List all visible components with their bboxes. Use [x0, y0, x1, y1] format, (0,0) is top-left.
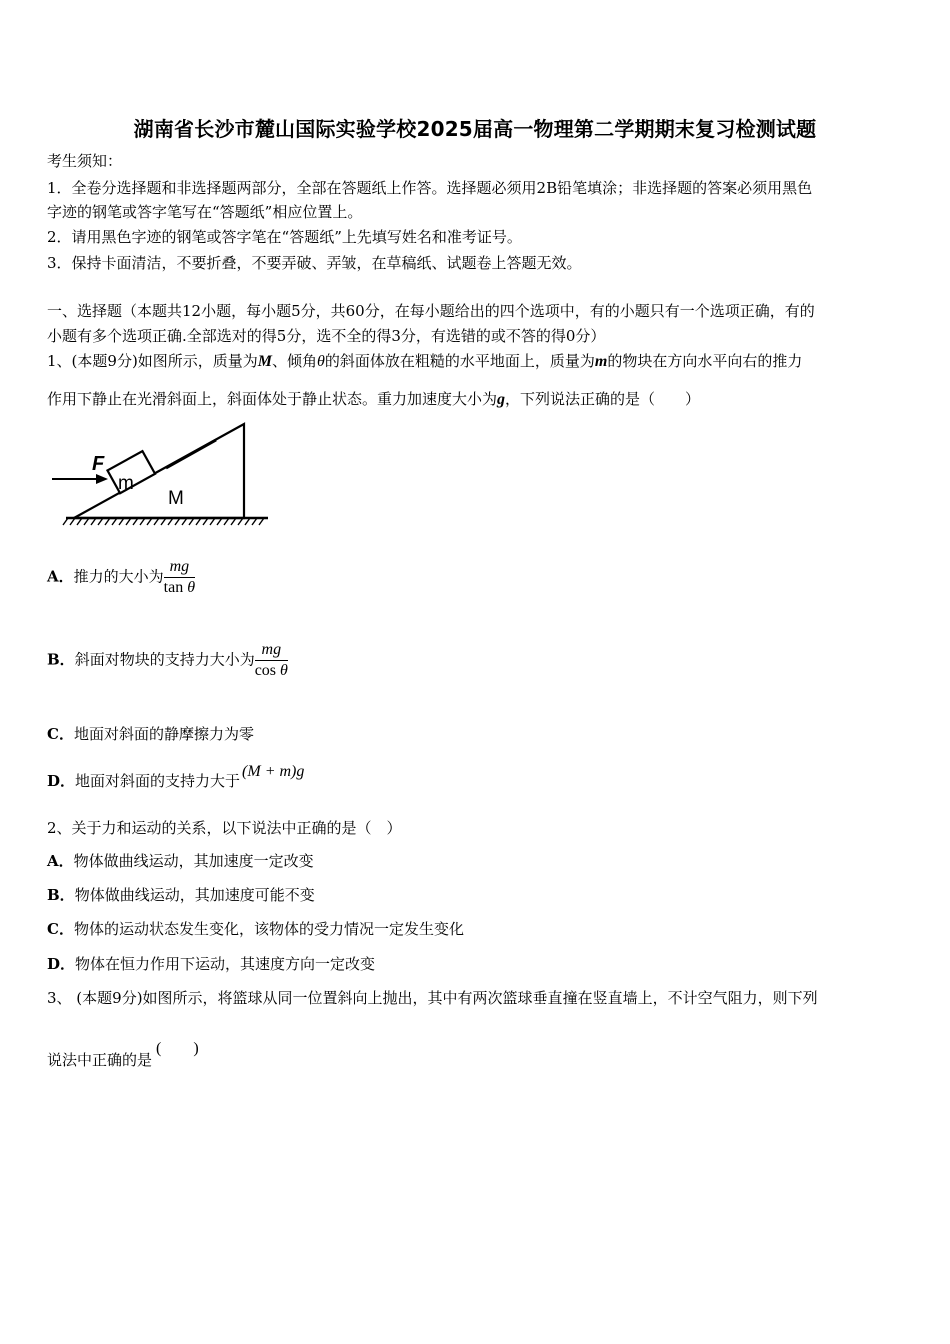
- q1-option-a-den-func: tan: [163, 579, 184, 596]
- q1-stem-part2: 、倾角: [272, 352, 318, 370]
- q2-option-b: [47, 885, 315, 905]
- q1-var-M: M: [257, 353, 273, 370]
- q2-option-c-label: C．: [47, 920, 74, 938]
- q2-option-d: [47, 954, 375, 974]
- q1-option-b: [47, 641, 288, 680]
- q1-option-d-label: D．: [47, 772, 76, 790]
- q1-option-d-math: (M + m)g: [242, 763, 305, 780]
- notice-item-1: 1．全卷分选择题和非选择题两部分，全部在答题纸上作答。选择题必须用2B铅笔填涂；非选择题的答案必须用黑色: [47, 179, 813, 197]
- q3-stem: 3、 (本题9分)如图所示，将篮球从同一位置斜向上抛出，其中有两次篮球垂直撞在竖直墙上，不计空气阻力，则下列: [47, 989, 818, 1007]
- block-m-label: m: [118, 473, 134, 494]
- q1-option-b-numerator: mg: [255, 641, 288, 661]
- q1-option-d: [47, 763, 305, 792]
- q2-option-d-label: D．: [47, 955, 76, 973]
- q3-stem-line2-text: 说法中正确的是: [47, 1051, 153, 1069]
- q1-stem-part4: 的物块在方向水平向右的推力: [607, 352, 803, 370]
- q1-option-c-text: 地面对斜面的静摩擦力为零: [73, 725, 254, 743]
- q1-stem-prefix: 1、(本题9分)如图所示，质量为: [47, 352, 258, 370]
- page-title: 湖南省长沙市麓山国际实验学校2025届高一物理第二学期期末复习检测试题: [133, 117, 817, 141]
- q1-option-c-label: C．: [47, 725, 74, 743]
- q1-option-a-fraction: [164, 558, 195, 597]
- q2-option-d-text: 物体在恒力作用下运动，其速度方向一定改变: [75, 955, 376, 973]
- q2-option-c-text: 物体的运动状态发生变化，该物体的受力情况一定发生变化: [73, 920, 464, 938]
- q1-option-c: [47, 724, 254, 744]
- force-arrow-head: [96, 474, 108, 484]
- force-F-label: F: [92, 453, 105, 475]
- q1-stem-line2a: 作用下静止在光滑斜面上，斜面体处于静止状态。重力加速度大小为: [47, 390, 498, 408]
- q3-stem-line2: [47, 1040, 199, 1071]
- q2-option-a-label: A．: [47, 852, 74, 870]
- q1-option-a-denominator: [164, 578, 195, 597]
- notice-item-3: 3．保持卡面清洁，不要折叠，不要弄破、弄皱，在草稿纸、试题卷上答题无效。: [47, 254, 582, 272]
- q1-stem-line2: [47, 389, 700, 410]
- q1-option-b-label: B．: [47, 650, 75, 669]
- q2-option-a-text: 物体做曲线运动，其加速度一定改变: [73, 852, 314, 870]
- q2-option-b-text: 物体做曲线运动，其加速度可能不变: [74, 886, 315, 904]
- q1-option-b-den-func: cos: [254, 662, 277, 679]
- q1-option-a-numerator: mg: [164, 558, 195, 578]
- q2-option-a: [47, 851, 314, 871]
- notice-heading: 考生须知：: [47, 152, 123, 170]
- notice-item-2: 2．请用黑色字迹的钢笔或答字笔在“答题纸”上先填写姓名和准考证号。: [47, 228, 522, 246]
- q1-option-b-den-var: θ: [280, 662, 288, 679]
- q1-option-b-text: 斜面对物块的支持力大小为: [74, 650, 255, 669]
- incline-surface-mark: [166, 440, 216, 468]
- q3-answer-paren: ( ): [156, 1040, 199, 1057]
- incline-M-label: M: [168, 488, 184, 509]
- q1-incline-figure: [46, 418, 272, 530]
- q1-option-b-fraction: [255, 641, 288, 680]
- q2-option-c: [47, 919, 464, 939]
- q1-var-m: m: [594, 353, 608, 370]
- q1-stem: [47, 351, 802, 372]
- q1-option-a-text: 推力的大小为: [73, 567, 164, 586]
- notice-item-1-cont: 字迹的钢笔或答字笔写在“答题纸”相应位置上。: [47, 203, 363, 221]
- q1-option-d-text: 地面对斜面的支持力大于: [75, 772, 241, 790]
- q1-stem-part3: 的斜面体放在粗糙的水平地面上，质量为: [324, 352, 595, 370]
- q2-option-b-label: B．: [47, 886, 75, 904]
- q1-var-theta: θ: [317, 353, 325, 370]
- section1-instructions: 一、选择题（本题共12小题，每小题5分，共60分，在每小题给出的四个选项中，有的小题只有一个选项正确，有的: [47, 302, 815, 320]
- q1-stem-line2b: ，下列说法正确的是（ ）: [505, 390, 701, 408]
- section1-instructions-cont: 小题有多个选项正确.全部选对的得5分，选不全的得3分，有选错的或不答的得0分）: [47, 327, 606, 345]
- q1-option-a-den-var: θ: [187, 579, 196, 596]
- q1-option-b-denominator: [255, 661, 288, 680]
- q2-stem: 2、关于力和运动的关系，以下说法中正确的是（ ）: [47, 819, 402, 837]
- q1-option-a-label: A．: [47, 567, 74, 586]
- q1-option-a: [47, 558, 195, 597]
- q1-var-g: g: [497, 391, 506, 408]
